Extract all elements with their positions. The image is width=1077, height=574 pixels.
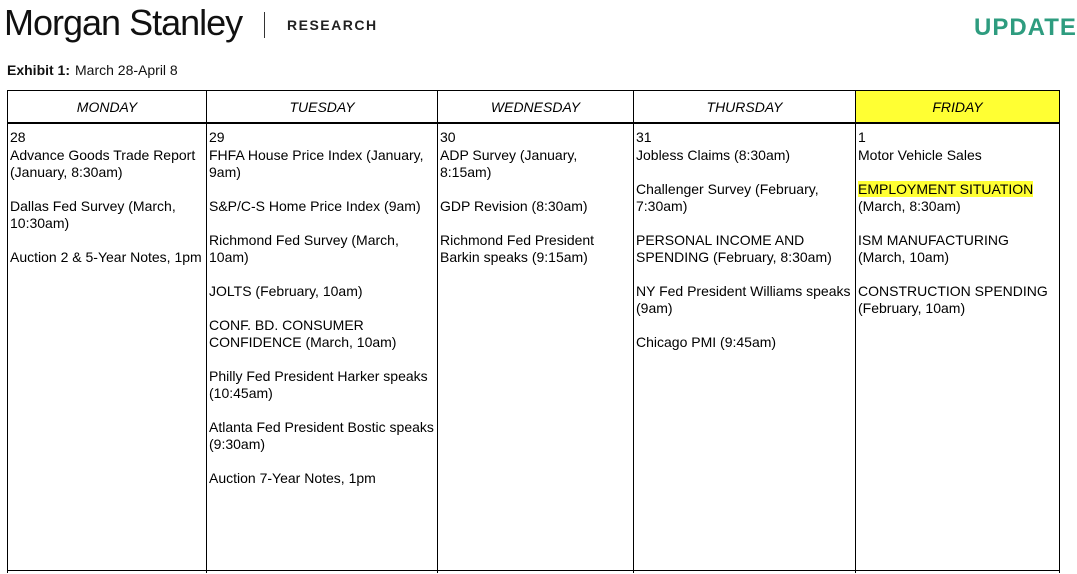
calendar-body-row <box>8 123 1060 573</box>
day-date: 1 <box>858 129 866 145</box>
day-cell-friday <box>856 123 1060 573</box>
calendar-table <box>7 90 1060 573</box>
event-item: Jobless Claims (8:30am) <box>636 147 791 163</box>
event-item: FHFA House Price Index (January, 9am) <box>209 147 424 180</box>
day-cell-monday <box>8 123 207 573</box>
event-item: Motor Vehicle Sales <box>858 147 982 163</box>
highlighted-event-text: EMPLOYMENT SITUATION <box>858 181 1034 197</box>
day-date: 29 <box>209 129 225 145</box>
day-cell-wednesday <box>438 123 634 573</box>
event-item: Challenger Survey (February, 7:30am) <box>636 181 819 214</box>
day-cell-tuesday <box>207 123 438 573</box>
event-item: GDP Revision (8:30am) <box>440 198 588 214</box>
exhibit-label: Exhibit 1: <box>7 62 71 78</box>
section-label: RESEARCH <box>287 17 378 33</box>
exhibit-title: March 28-April 8 <box>75 62 178 78</box>
event-item: Atlanta Fed President Bostic speaks (9:30am) <box>209 419 434 452</box>
event-item: PERSONAL INCOME AND SPENDING (February, 8:30am) <box>636 232 832 265</box>
day-cell-thursday <box>634 123 856 573</box>
event-item: Advance Goods Trade Report (January, 8:30am) <box>10 147 196 180</box>
event-item: Auction 7-Year Notes, 1pm <box>209 470 376 486</box>
calendar-table-wrapper <box>7 90 1059 574</box>
day-date: 28 <box>10 129 26 145</box>
report-header <box>0 0 1077 50</box>
brand-divider <box>264 12 265 38</box>
event-item-highlighted <box>858 181 1057 198</box>
day-header-thursday: THURSDAY <box>634 91 856 124</box>
table-bottom-rule <box>7 570 1059 571</box>
event-item: S&P/C-S Home Price Index (9am) <box>209 198 421 214</box>
event-item: Richmond Fed Survey (March, 10am) <box>209 232 399 265</box>
day-header-wednesday: WEDNESDAY <box>438 91 634 124</box>
calendar-header-row <box>8 91 1060 124</box>
event-item: JOLTS (February, 10am) <box>209 283 363 299</box>
event-item: ISM MANUFACTURING (March, 10am) <box>858 232 1009 265</box>
event-item: Chicago PMI (9:45am) <box>636 334 777 350</box>
brand-logo: Morgan Stanley <box>4 2 243 43</box>
day-date: 31 <box>636 129 652 145</box>
event-item: Dallas Fed Survey (March, 10:30am) <box>10 198 176 231</box>
event-item: Auction 2 & 5-Year Notes, 1pm <box>10 249 202 265</box>
update-badge: UPDATE <box>974 14 1077 41</box>
event-item: Richmond Fed President Barkin speaks (9:15am) <box>440 232 595 265</box>
event-item: ADP Survey (January, 8:15am) <box>440 147 578 180</box>
event-item: (March, 8:30am) <box>858 198 961 214</box>
event-item: NY Fed President Williams speaks (9am) <box>636 283 851 316</box>
day-header-monday: MONDAY <box>8 91 207 124</box>
exhibit-caption <box>7 62 178 78</box>
event-item: CONSTRUCTION SPENDING (February, 10am) <box>858 283 1048 316</box>
event-item: Philly Fed President Harker speaks (10:45am) <box>209 368 428 401</box>
day-header-tuesday: TUESDAY <box>207 91 438 124</box>
day-date: 30 <box>440 129 456 145</box>
day-header-friday: FRIDAY <box>856 91 1060 124</box>
event-item: CONF. BD. CONSUMER CONFIDENCE (March, 10am) <box>209 317 397 350</box>
